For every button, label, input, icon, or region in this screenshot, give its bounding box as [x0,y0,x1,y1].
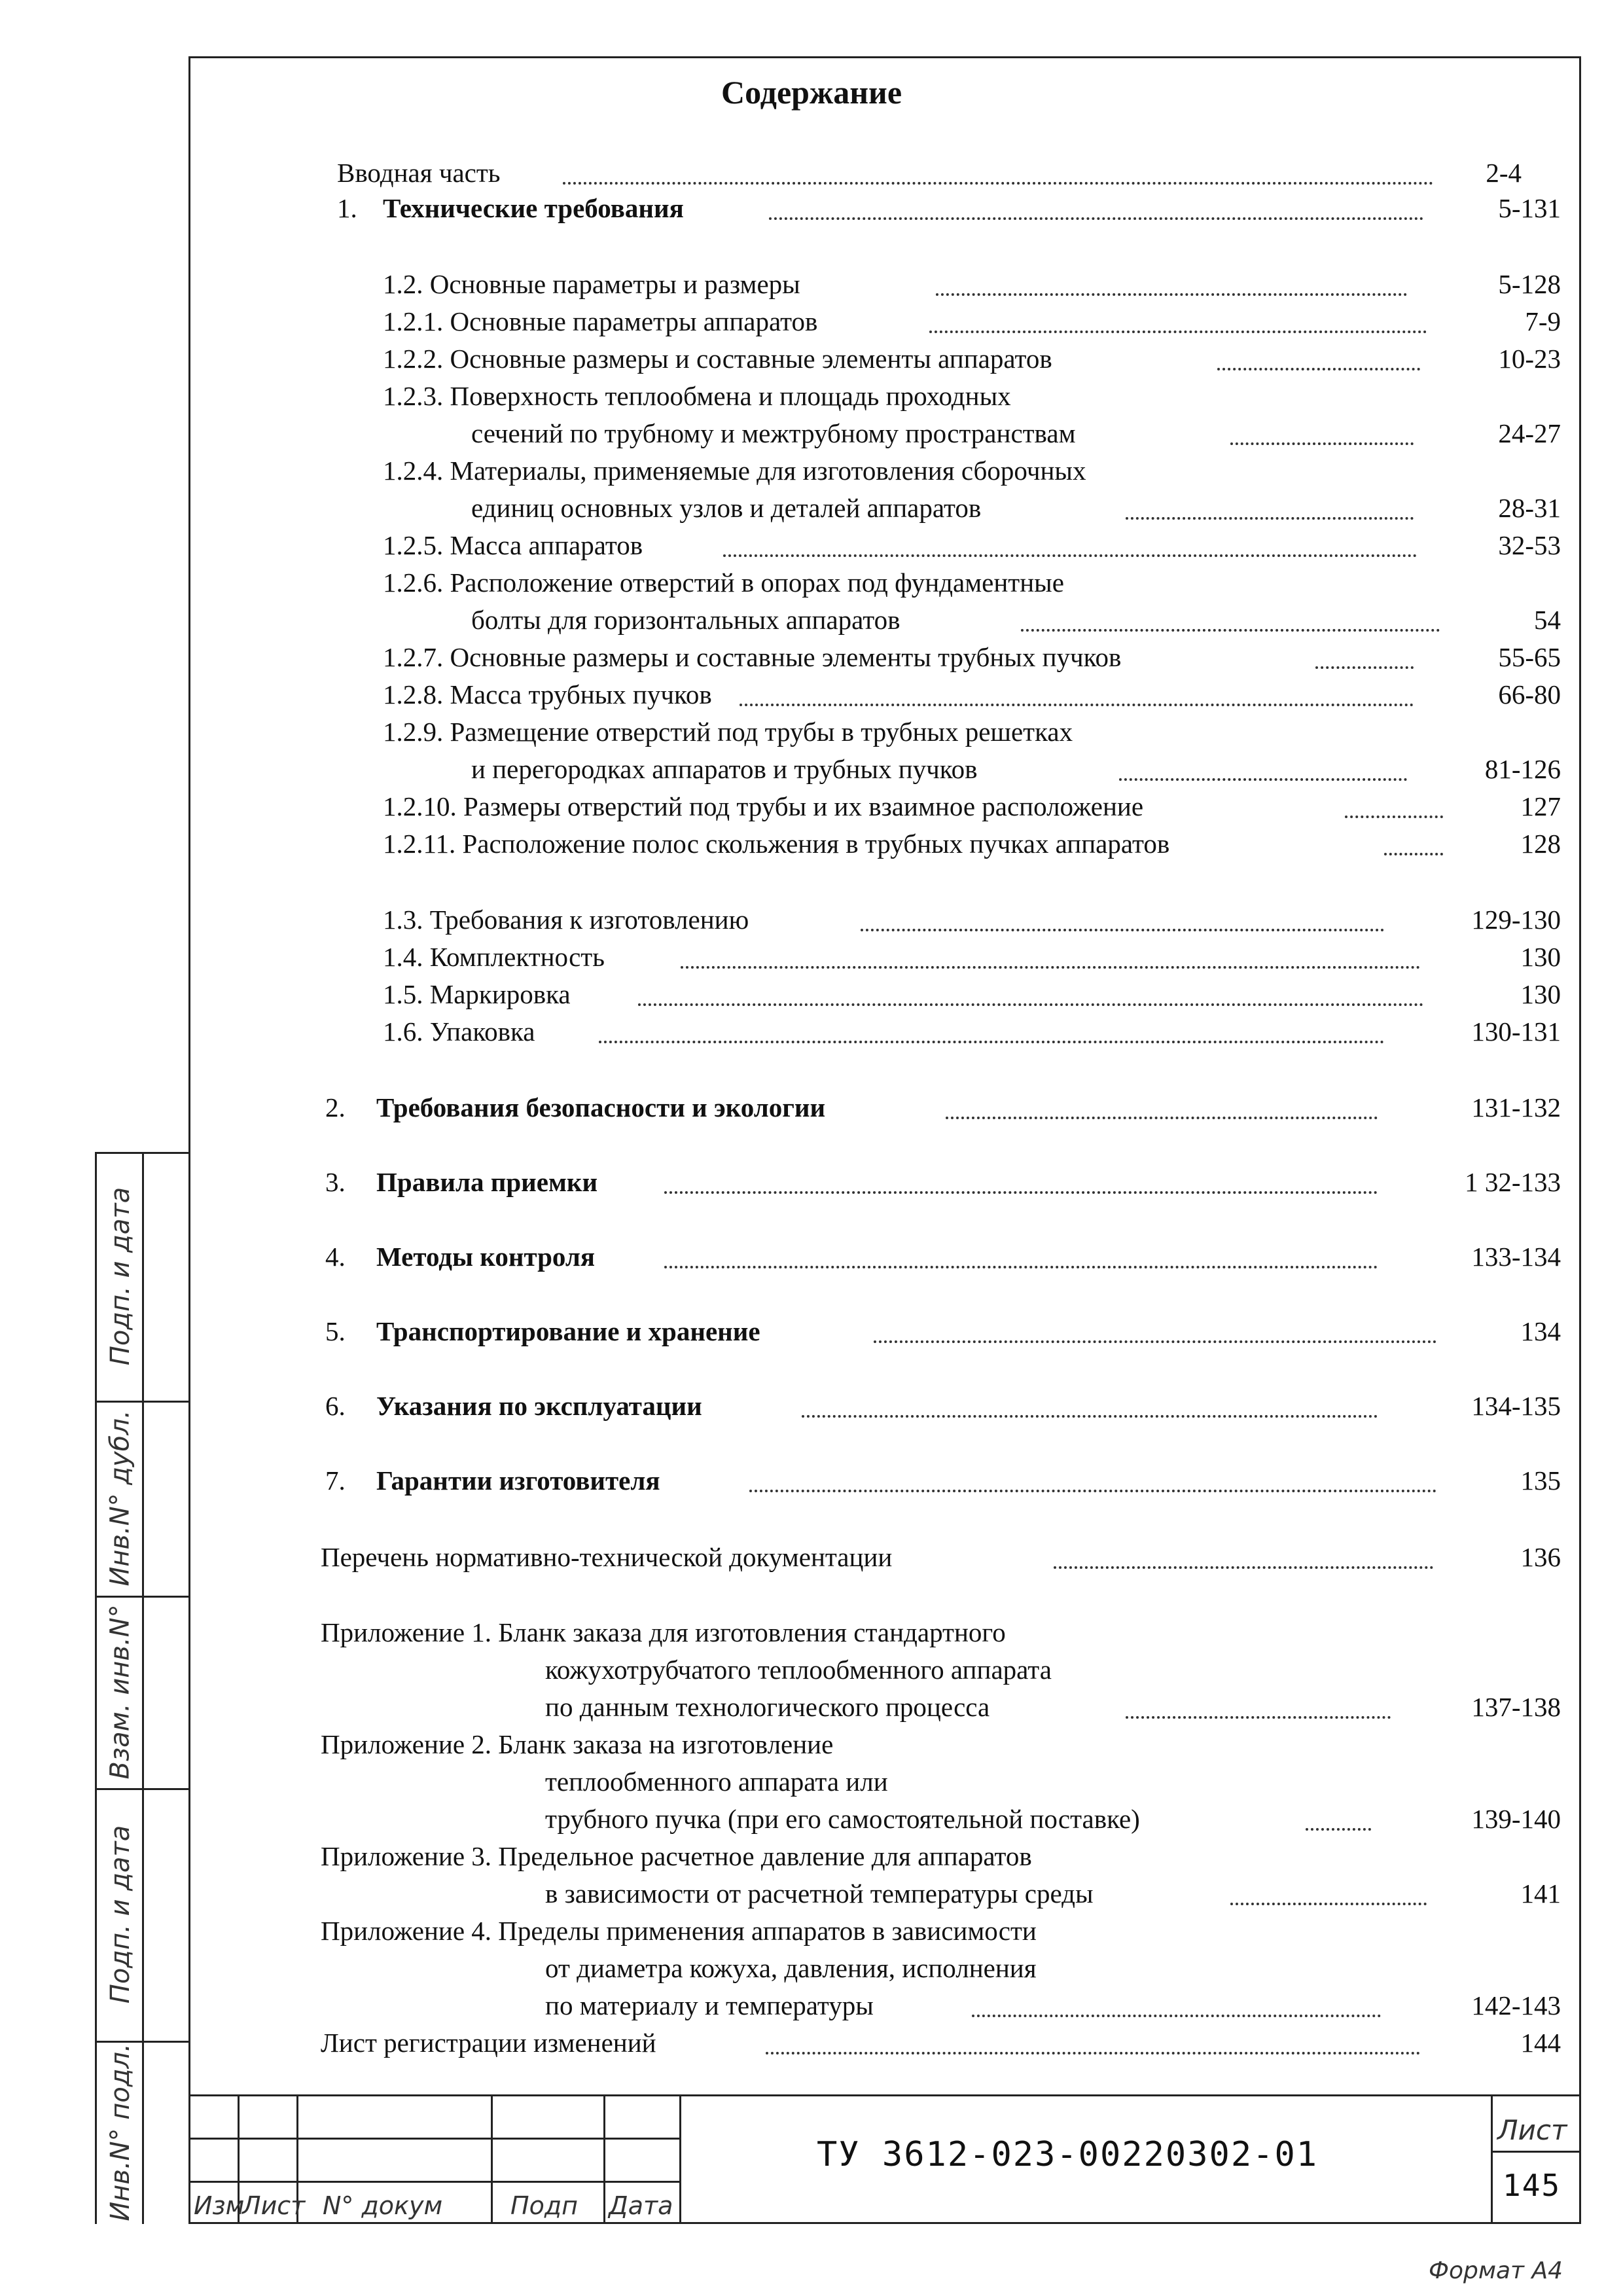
entry-page: 24-27 [1498,418,1561,448]
leader-dots [638,1003,1423,1006]
entry-page: 81-126 [1484,754,1561,784]
leader-dots [749,1490,1436,1492]
entry-page: 142-143 [1471,1990,1561,2020]
leader-dots [1230,442,1414,445]
leader-dots [1345,816,1443,818]
leader-dots [1315,666,1414,669]
entry-text: 1.2.10. Размеры отверстий под трубы и их взаимное расположение [383,791,1144,821]
col-dokum: N° докум [323,2191,443,2220]
leader-dots [766,2052,1420,2054]
entry-page: 7-9 [1525,306,1561,336]
entry-page: 131-132 [1471,1092,1561,1122]
entry-text: Требования безопасности и экологии [376,1092,826,1122]
entry-page: 130 [1520,979,1561,1009]
entry-page: 141 [1520,1878,1561,1909]
entry-text: 1.4. Комплектность [383,942,605,972]
entry-text: единиц основных узлов и деталей аппаратов [471,493,982,523]
entry-number: 4. [325,1242,346,1272]
entry-text: и перегородках аппаратов и трубных пучков [471,754,978,784]
entry-text: Перечень нормативно-технической документации [321,1542,893,1572]
leader-dots [1217,368,1420,370]
col-list: Лист [242,2191,306,2220]
entry-text: 1.6. Упаковка [383,1016,535,1047]
format-label: Формат А4 [1428,2257,1563,2284]
leader-dots [740,704,1414,706]
entry-text: Правила приемки [376,1167,598,1197]
title-block-stamp [188,2094,1581,2224]
entry-text: Приложение 3. Предельное расчетное давление для аппаратов [321,1841,1032,1871]
leader-dots [1119,778,1407,781]
leader-dots [1126,517,1414,520]
sheet-label: Лист [1497,2114,1567,2146]
entry-page: 134-135 [1471,1391,1561,1421]
side-label: Подп. и дата [105,1825,136,2004]
entry-page: 66-80 [1498,679,1561,709]
entry-page: 136 [1520,1542,1561,1572]
entry-page: 54 [1534,605,1561,635]
entry-text: 1.2.5. Масса аппаратов [383,530,643,560]
entry-page: 127 [1520,791,1561,821]
entry-text: Технические требования [383,193,684,223]
entry-text: в зависимости от расчетной температуры среды [545,1878,1094,1909]
entry-text: теплообменного аппарата или [545,1767,888,1797]
entry-text: 1.2.3. Поверхность теплообмена и площадь проходных [383,381,1011,411]
entry-page: 2-4 [1486,158,1522,188]
sheet-number: 145 [1503,2168,1561,2203]
entry-page: 135 [1520,1465,1561,1496]
leader-dots [929,331,1427,333]
entry-number: 6. [325,1391,346,1421]
leader-dots [1054,1566,1433,1569]
page-title: Содержание [721,74,902,111]
leader-dots [936,293,1407,296]
entry-number: 2. [325,1092,346,1122]
entry-text: Транспортирование и хранение [376,1316,760,1346]
leader-dots [599,1041,1384,1043]
entry-text: по материалу и температуры [545,1990,874,2020]
entry-text: 1.2. Основные параметры и размеры [383,269,800,299]
entry-page: 10-23 [1498,344,1561,374]
leader-dots [1230,1903,1427,1905]
leader-dots [1384,853,1443,855]
leader-dots [802,1415,1378,1418]
col-podp: Подп [510,2191,578,2220]
leader-dots [681,966,1420,969]
entry-number: 7. [325,1465,346,1496]
entry-page: 28-31 [1498,493,1561,523]
leader-dots [664,1266,1378,1268]
entry-page: 130-131 [1471,1016,1561,1047]
entry-text: 1.2.11. Расположение полос скольжения в трубных пучках аппаратов [383,829,1170,859]
leader-dots [946,1117,1378,1119]
entry-text: 1.2.7. Основные размеры и составные элементы трубных пучков [383,642,1122,672]
entry-text: 1.2.2. Основные размеры и составные элементы аппаратов [383,344,1052,374]
entry-text: 1.5. Маркировка [383,979,571,1009]
entry-text: Гарантии изготовителя [376,1465,660,1496]
leader-dots [1126,1716,1391,1719]
leader-dots [1306,1828,1371,1831]
side-label: Взам. инв.N° [105,1604,135,1780]
entry-number: 3. [325,1167,346,1197]
entry-text: 1.2.9. Размещение отверстий под трубы в трубных решетках [383,717,1073,747]
entry-text: болты для горизонтальных аппаратов [471,605,901,635]
entry-text: трубного пучка (при его самостоятельной поставке) [545,1804,1140,1834]
entry-page: 1 32-133 [1465,1167,1561,1197]
entry-text: сечений по трубному и межтрубному пространствам [471,418,1076,448]
entry-page: 144 [1520,2028,1561,2058]
document-number: ТУ 3612-023-00220302-01 [817,2135,1319,2174]
leader-dots [563,182,1433,185]
entry-page: 128 [1520,829,1561,859]
leader-dots [972,2015,1381,2017]
entry-text: по данным технологического процесса [545,1692,990,1722]
entry-text: 1.2.4. Материалы, применяемые для изготовления сборочных [383,456,1086,486]
entry-text: 1.2.1. Основные параметры аппаратов [383,306,818,336]
entry-page: 130 [1520,942,1561,972]
side-label: Инв.N° подл. [105,2043,135,2221]
entry-page: 137-138 [1471,1692,1561,1722]
entry-text: Вводная часть [337,158,501,188]
col-izm: Изм [194,2191,245,2220]
leader-dots [723,554,1417,557]
entry-text: Приложение 4. Пределы применения аппаратов в зависимости [321,1916,1037,1946]
entry-text: Приложение 2. Бланк заказа на изготовление [321,1729,834,1759]
entry-page: 133-134 [1471,1242,1561,1272]
left-side-stamp [95,1152,188,2224]
col-data: Дата [609,2191,673,2220]
entry-page: 5-128 [1498,269,1561,299]
side-label: Инв.N° дубл. [105,1410,135,1587]
entry-page: 32-53 [1498,530,1561,560]
entry-page: 55-65 [1498,642,1561,672]
entry-text: 1.2.6. Расположение отверстий в опорах под фундаментные [383,567,1064,598]
entry-page: 129-130 [1471,905,1561,935]
entry-text: 1.3. Требования к изготовлению [383,905,749,935]
entry-page: 139-140 [1471,1804,1561,1834]
side-label: Подп. и дата [105,1187,136,1366]
entry-text: от диаметра кожуха, давления, исполнения [545,1953,1037,1983]
entry-number: 5. [325,1316,346,1346]
entry-text: Приложение 1. Бланк заказа для изготовления стандартного [321,1617,1006,1647]
entry-text: кожухотрубчатого теплообменного аппарата [545,1655,1052,1685]
leader-dots [769,217,1423,220]
leader-dots [874,1340,1436,1343]
entry-text: Методы контроля [376,1242,596,1272]
entry-text: Указания по эксплуатации [376,1391,702,1421]
leader-dots [1021,629,1440,632]
entry-text: 1.2.8. Масса трубных пучков [383,679,712,709]
leader-dots [861,929,1384,931]
entry-text: Лист регистрации изменений [321,2028,656,2058]
leader-dots [664,1191,1378,1194]
entry-number: 1. [337,193,357,223]
entry-page: 5-131 [1498,193,1561,223]
entry-page: 134 [1520,1316,1561,1346]
